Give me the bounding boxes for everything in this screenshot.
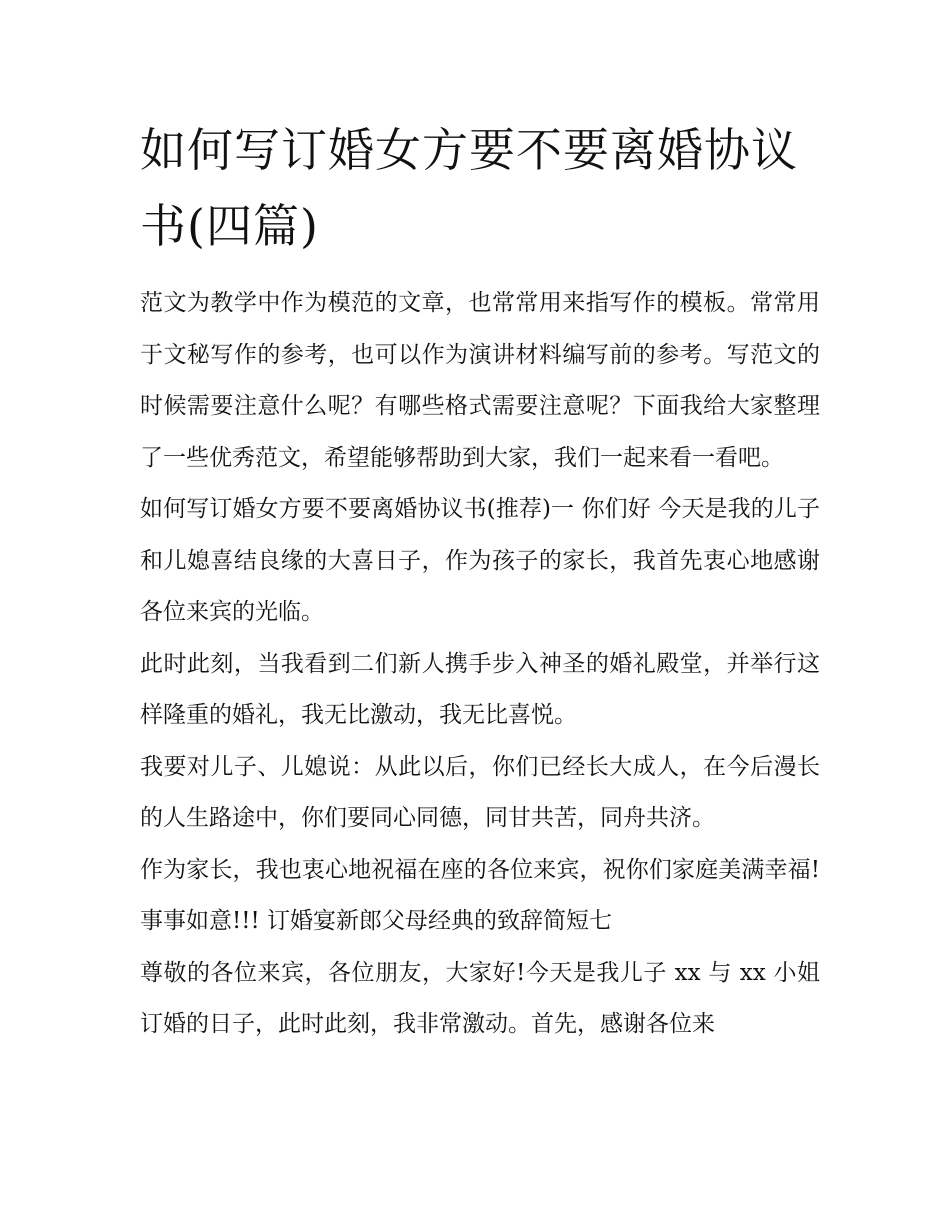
paragraph-greeting: 如何写订婚女方要不要离婚协议书(推荐)一 你们好 今天是我的儿子和儿媳喜结良缘的大喜日子，作为孩子的家长，我首先衷心地感谢各位来宾的光临。 [140,496,820,625]
paragraph-blessing: 作为家长，我也衷心地祝福在座的各位来宾，祝你们家庭美满幸福!事事如意!!! 订婚宴新郎父母经典的致辞简短七 [140,856,820,934]
document-title: 如何写订婚女方要不要离婚协议书(四篇) [140,123,798,253]
paragraph-intro: 范文为教学中作为模范的文章，也常常用来指写作的模板。常常用于文秘写作的参考，也可以作为演讲材料编写前的参考。写范文的时候需要注意什么呢？有哪些格式需要注意呢？下面我给大家整理了一些优秀范文，希望能够帮助到大家，我们一起来看一看吧。 [140,290,820,471]
document-body [140,278,820,1051]
paragraph-moment: 此时此刻，当我看到二们新人携手步入神圣的婚礼殿堂，并举行这样隆重的婚礼，我无比激动，我无比喜悦。 [140,650,820,728]
paragraph-speech-start: 尊敬的各位来宾，各位朋友，大家好!今天是我儿子 xx 与 xx 小姐订婚的日子，此时此刻，我非常激动。首先，感谢各位来 [140,959,820,1037]
paragraph-advice: 我要对儿子、儿媳说：从此以后，你们已经长大成人，在今后漫长的人生路途中，你们要同心同德，同甘共苦，同舟共济。 [140,753,820,831]
